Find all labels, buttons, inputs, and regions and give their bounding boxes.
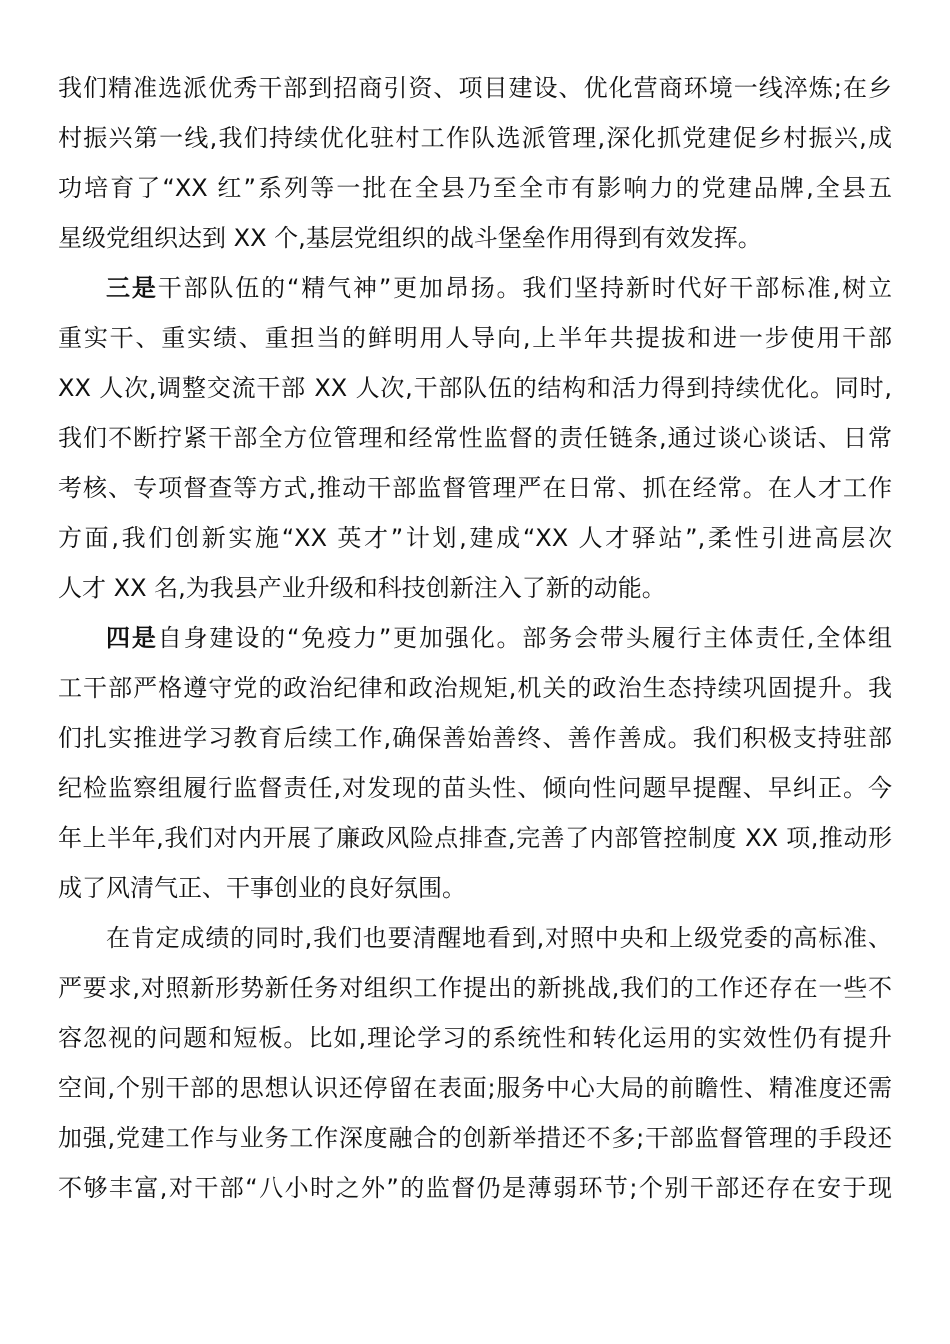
paragraph-line: 村振兴第一线,我们持续优化驻村工作队选派管理,深化抓党建促乡村振兴,成 [58,124,892,152]
paragraph-line: 成了风清气正、干事创业的良好氛围。 [58,874,466,902]
paragraph-text: 干部队伍的“精气神”更加昂扬。我们坚持新时代好干部标准,树立 [157,274,892,302]
paragraph-text: 自身建设的“免疫力”更加强化。部务会带头履行主体责任,全体组 [157,624,892,652]
paragraph-line: 容忽视的问题和短板。比如,理论学习的系统性和转化运用的实效性仍有提升 [58,1024,892,1052]
paragraph-first-line [106,268,892,308]
paragraph-line: 不够丰富,对干部“八小时之外”的监督仍是薄弱环节;个别干部还存在安于现 [58,1174,892,1202]
paragraph-lead: 三是 [106,274,158,302]
paragraph-line: 加强,党建工作与业务工作深度融合的创新举措还不多;干部监督管理的手段还 [58,1124,892,1152]
paragraph-line: 我们精准选派优秀干部到招商引资、项目建设、优化营商环境一线淬炼;在乡 [58,74,892,102]
paragraph-line: 工干部严格遵守党的政治纪律和政治规矩,机关的政治生态持续巩固提升。我 [58,674,892,702]
paragraph-line: 功培育了“XX 红”系列等一批在全县乃至全市有影响力的党建品牌,全县五 [58,174,892,202]
paragraph-line: 星级党组织达到 XX 个,基层党组织的战斗堡垒作用得到有效发挥。 [58,224,762,252]
paragraph-line: 考核、专项督查等方式,推动干部监督管理严在日常、抓在经常。在人才工作 [58,474,892,502]
paragraph-line: 重实干、重实绩、重担当的鲜明用人导向,上半年共提拔和进一步使用干部 [58,324,892,352]
paragraph-line: 严要求,对照新形势新任务对组织工作提出的新挑战,我们的工作还存在一些不 [58,974,892,1002]
paragraph-line: 们扎实推进学习教育后续工作,确保善始善终、善作善成。我们积极支持驻部 [58,724,892,752]
paragraph-line: 人才 XX 名,为我县产业升级和科技创新注入了新的动能。 [58,574,666,602]
paragraph-line: 方面,我们创新实施“XX 英才”计划,建成“XX 人才驿站”,柔性引进高层次 [58,524,892,552]
paragraph-line: 纪检监察组履行监督责任,对发现的苗头性、倾向性问题早提醒、早纠正。今 [58,774,892,802]
paragraph-line: 我们不断拧紧干部全方位管理和经常性监督的责任链条,通过谈心谈话、日常 [58,424,892,452]
paragraph-first-line [106,618,892,658]
paragraph-lead: 四是 [106,624,158,652]
paragraph-line: 年上半年,我们对内开展了廉政风险点排查,完善了内部管控制度 XX 项,推动形 [58,824,892,852]
paragraph-first-line: 在肯定成绩的同时,我们也要清醒地看到,对照中央和上级党委的高标准、 [106,924,892,952]
paragraph-line: 空间,个别干部的思想认识还停留在表面;服务中心大局的前瞻性、精准度还需 [58,1074,892,1102]
paragraph-line: XX 人次,调整交流干部 XX 人次,干部队伍的结构和活力得到持续优化。同时, [58,374,892,402]
